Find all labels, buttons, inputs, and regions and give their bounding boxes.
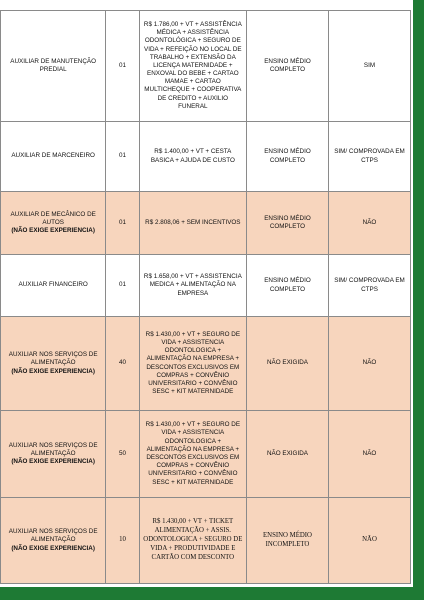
job-openings-table — [0, 10, 411, 584]
salary-benefits-cell: R$ 1.400,00 + VT + CESTA BASICA + AJUDA DE CUSTO — [139, 122, 246, 192]
table-row — [1, 411, 411, 498]
vacancies-cell: 50 — [106, 411, 139, 498]
table-row — [1, 11, 411, 122]
table-row — [1, 122, 411, 192]
experience-note: (NÃO EXIGE EXPERIENCIA) — [11, 458, 95, 466]
education-cell: ENSINO MÉDIO COMPLETO — [246, 255, 328, 317]
table-row — [1, 255, 411, 317]
salary-benefits-cell: R$ 1.786,00 + VT + ASSISTÊNCIA MÉDICA + ASSISTÊNCIA ODONTOLÓGICA + SEGURO DE VIDA + REFEIÇÃO NO LOCAL DE TRABALHO + EXTENSÃO DA LICENÇA MATERNIDADE + ENXOVAL DO BEBE + CARTAO MAMAE + CARTAO MULTICHEQUE + COOPERATIVA DE CREDITO + AUXILIO FUNERAL — [139, 11, 246, 122]
job-title-cell — [1, 11, 106, 122]
education-cell: ENSINO MÉDIO COMPLETO — [246, 11, 328, 122]
vacancies-cell: 01 — [106, 192, 139, 255]
salary-benefits-cell: R$ 1.658,00 + VT + ASSISTENCIA MEDICA + ALIMENTAÇÃO NA EMPRESA — [139, 255, 246, 317]
vacancies-cell: 10 — [106, 498, 139, 584]
job-title-cell — [1, 498, 106, 584]
education-cell: ENSINO MÉDIO COMPLETO — [246, 192, 328, 255]
vacancies-cell: 40 — [106, 317, 139, 411]
job-title-cell — [1, 411, 106, 498]
job-title: AUXILIAR DE MANUTENÇÃO PREDIAL — [10, 57, 96, 73]
experience-cell: NÃO — [328, 317, 410, 411]
job-title: AUXILIAR NOS SERVIÇOS DE ALIMENTAÇÃO — [8, 351, 98, 367]
salary-benefits-cell: R$ 1.430,00 + VT + TICKET ALIMENTAÇÃO + ASSIS. ODONTOLOGICA + SEGURO DE VIDA + PRODUTIVIDADE E CARTÃO COM DESCONTO — [139, 498, 246, 584]
salary-benefits-cell: R$ 2.808,06 + SEM INCENTIVOS — [139, 192, 246, 255]
salary-benefits-cell: R$ 1.430,00 + VT + SEGURO DE VIDA + ASSISTENCIA ODONTOLOGICA + ALIMENTAÇÃO NA EMPRESA + DESCONTOS EXCLUSIVOS EM COMPRAS + CONVÊNIO UNIVERSITARIO + CONVÊNIO SESC + KIT MATERNIDADE — [139, 317, 246, 411]
job-title-cell — [1, 317, 106, 411]
experience-note: (NÃO EXIGE EXPERIENCIA) — [11, 227, 95, 235]
job-title: AUXILIAR DE MECÂNICO DE AUTOS — [10, 210, 96, 226]
job-title: AUXILIAR FINANCEIRO — [18, 281, 88, 289]
job-title-cell — [1, 122, 106, 192]
job-title: AUXILIAR DE MARCENEIRO — [11, 152, 95, 160]
education-cell: ENSINO MÉDIO INCOMPLETO — [246, 498, 328, 584]
experience-cell: SIM — [328, 11, 410, 122]
experience-cell: SIM/ COMPROVADA EM CTPS — [328, 122, 410, 192]
experience-note: (NÃO EXIGE EXPERIENCIA) — [11, 367, 95, 375]
job-title-cell — [1, 255, 106, 317]
salary-benefits-cell: R$ 1.430,00 + VT + SEGURO DE VIDA + ASSISTENCIA ODONTOLOGICA + ALIMENTAÇÃO NA EMPRESA + DESCONTOS EXCLUSIVOS EM COMPRAS + CONVÊNIO UNIVERSITARIO + CONVÊNIO SESC + KIT MATERNIDADE — [139, 411, 246, 498]
vacancies-cell: 01 — [106, 255, 139, 317]
experience-cell: SIM/ COMPROVADA EM CTPS — [328, 255, 410, 317]
experience-cell: NÃO — [328, 411, 410, 498]
education-cell: NÃO EXIGIDA — [246, 317, 328, 411]
vacancies-cell: 01 — [106, 11, 139, 122]
job-title: AUXILIAR NOS SERVIÇOS DE ALIMENTAÇÃO — [8, 528, 98, 544]
experience-cell: NÃO — [328, 192, 410, 255]
table-row — [1, 498, 411, 584]
job-title: AUXILIAR NOS SERVIÇOS DE ALIMENTAÇÃO — [8, 441, 98, 457]
job-title-cell — [1, 192, 106, 255]
experience-cell: NÃO — [328, 498, 410, 584]
education-cell: ENSINO MÉDIO COMPLETO — [246, 122, 328, 192]
table-row — [1, 192, 411, 255]
experience-note: (NÃO EXIGE EXPERIENCIA) — [11, 544, 95, 552]
vacancies-cell: 01 — [106, 122, 139, 192]
table-row — [1, 317, 411, 411]
education-cell: NÃO EXIGIDA — [246, 411, 328, 498]
